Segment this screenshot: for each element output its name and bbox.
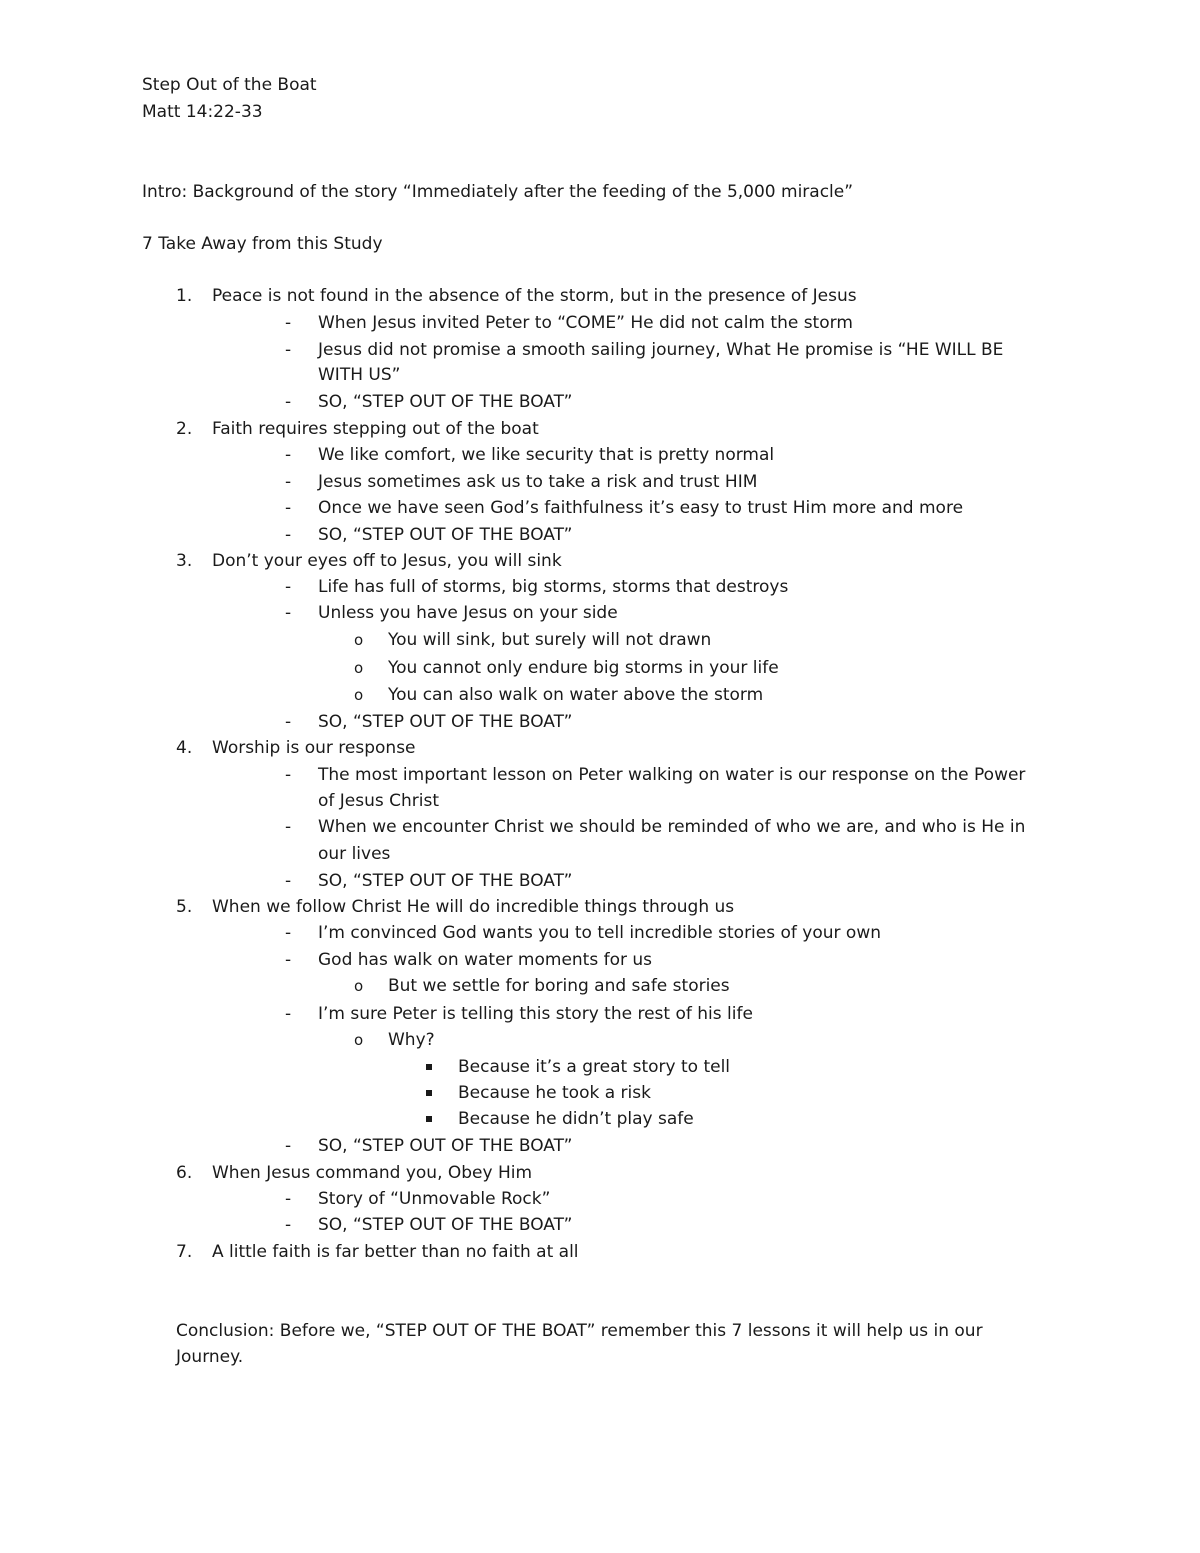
dash-bullet: - (285, 603, 292, 623)
dash-bullet: - (285, 1136, 292, 1156)
dash-bullet: - (285, 1215, 292, 1235)
dash-bullet: - (285, 445, 292, 465)
dash-bullet: - (285, 871, 292, 891)
dash-bullet: - (285, 817, 292, 837)
circle-bullet: o (354, 659, 364, 677)
square-bullet (426, 1090, 432, 1096)
bullet-text: SO, “STEP OUT OF THE BOAT” (318, 1136, 573, 1156)
dash-bullet: - (285, 525, 292, 545)
bullet-text: SO, “STEP OUT OF THE BOAT” (318, 712, 573, 732)
bullet-text: Once we have seen God’s faithfulness it’s easy to trust Him more and more (318, 498, 964, 518)
bullet-text-continued: WITH US” (318, 365, 401, 385)
bullet-text: I’m convinced God wants you to tell incredible stories of your own (318, 923, 882, 943)
sub-sub-bullet-text: Because he didn’t play safe (458, 1109, 694, 1129)
square-bullet (426, 1064, 432, 1070)
sub-bullet-text: You can also walk on water above the storm (388, 685, 764, 705)
dash-bullet: - (285, 765, 292, 785)
bullet-text: SO, “STEP OUT OF THE BOAT” (318, 871, 573, 891)
dash-bullet: - (285, 1189, 292, 1209)
list-number: 1. (176, 286, 193, 306)
list-number: 2. (176, 419, 193, 439)
circle-bullet: o (354, 686, 364, 704)
dash-bullet: - (285, 950, 292, 970)
dash-bullet: - (285, 498, 292, 518)
point-title: Peace is not found in the absence of the storm, but in the presence of Jesus (212, 286, 857, 306)
circle-bullet: o (354, 631, 364, 649)
circle-bullet: o (354, 1031, 364, 1049)
sub-bullet-text: But we settle for boring and safe stories (388, 976, 730, 996)
bullet-text-continued: our lives (318, 844, 391, 864)
intro-text: Intro: Background of the story “Immediately after the feeding of the 5,000 miracle” (142, 182, 854, 202)
bullet-text: I’m sure Peter is telling this story the rest of his life (318, 1004, 753, 1024)
bullet-text: Story of “Unmovable Rock” (318, 1189, 551, 1209)
bullet-text: When we encounter Christ we should be reminded of who we are, and who is He in (318, 817, 1026, 837)
scripture-reference: Matt 14:22-33 (142, 102, 263, 122)
list-number: 3. (176, 551, 193, 571)
point-title: When Jesus command you, Obey Him (212, 1163, 533, 1183)
circle-bullet: o (354, 977, 364, 995)
sub-sub-bullet-text: Because he took a risk (458, 1083, 651, 1103)
square-bullet (426, 1116, 432, 1122)
bullet-text-continued: of Jesus Christ (318, 791, 440, 811)
bullet-text: Life has full of storms, big storms, storms that destroys (318, 577, 789, 597)
point-title: A little faith is far better than no faith at all (212, 1242, 579, 1262)
conclusion-text-continued: Journey. (176, 1347, 244, 1367)
bullet-text: SO, “STEP OUT OF THE BOAT” (318, 1215, 573, 1235)
sub-bullet-text: Why? (388, 1030, 435, 1050)
dash-bullet: - (285, 340, 292, 360)
list-number: 7. (176, 1242, 193, 1262)
bullet-text: Unless you have Jesus on your side (318, 603, 618, 623)
dash-bullet: - (285, 712, 292, 732)
sub-bullet-text: You cannot only endure big storms in your life (388, 658, 779, 678)
dash-bullet: - (285, 313, 292, 333)
point-title: Worship is our response (212, 738, 416, 758)
dash-bullet: - (285, 923, 292, 943)
list-number: 5. (176, 897, 193, 917)
takeaway-heading: 7 Take Away from this Study (142, 234, 383, 254)
bullet-text: SO, “STEP OUT OF THE BOAT” (318, 392, 573, 412)
dash-bullet: - (285, 392, 292, 412)
bullet-text: We like comfort, we like security that is pretty normal (318, 445, 775, 465)
dash-bullet: - (285, 1004, 292, 1024)
conclusion-text: Conclusion: Before we, “STEP OUT OF THE BOAT” remember this 7 lessons it will help us in our (176, 1321, 983, 1341)
dash-bullet: - (285, 577, 292, 597)
list-number: 4. (176, 738, 193, 758)
bullet-text: Jesus sometimes ask us to take a risk and trust HIM (318, 472, 758, 492)
bullet-text: Jesus did not promise a smooth sailing journey, What He promise is “HE WILL BE (318, 340, 1004, 360)
bullet-text: SO, “STEP OUT OF THE BOAT” (318, 525, 573, 545)
document-title: Step Out of the Boat (142, 75, 317, 95)
bullet-text: God has walk on water moments for us (318, 950, 653, 970)
list-number: 6. (176, 1163, 193, 1183)
point-title: When we follow Christ He will do incredible things through us (212, 897, 735, 917)
bullet-text: The most important lesson on Peter walking on water is our response on the Power (318, 765, 1026, 785)
bullet-text: When Jesus invited Peter to “COME” He did not calm the storm (318, 313, 853, 333)
sub-sub-bullet-text: Because it’s a great story to tell (458, 1057, 731, 1077)
dash-bullet: - (285, 472, 292, 492)
sub-bullet-text: You will sink, but surely will not drawn (388, 630, 712, 650)
point-title: Faith requires stepping out of the boat (212, 419, 539, 439)
point-title: Don’t your eyes off to Jesus, you will sink (212, 551, 562, 571)
